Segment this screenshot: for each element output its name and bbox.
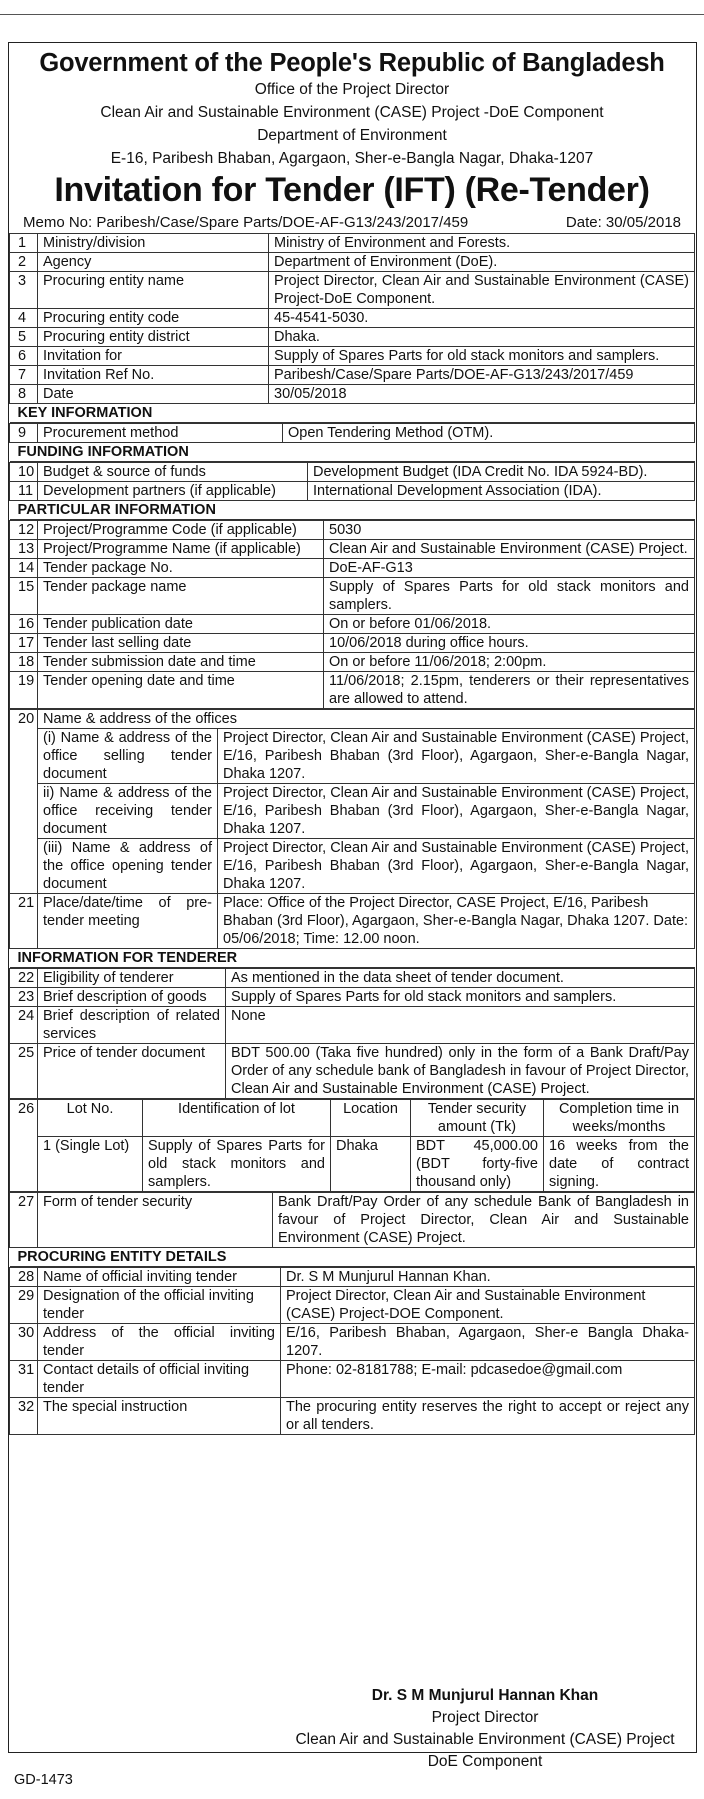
table-row: 17 Tender last selling date 10/06/2018 during office hours. — [10, 634, 695, 653]
table-row: 14 Tender package No. DoE-AF-G13 — [10, 559, 695, 578]
table-row: 30 Address of the official inviting tender E/16, Paribesh Bhaban, Agargaon, Sher-e Bangla Dhaka-1207. — [10, 1324, 695, 1361]
table-row: 13 Project/Programme Name (if applicable) Clean Air and Sustainable Environment (CASE) Project. — [10, 540, 695, 559]
lot-header-completion: Completion time in weeks/months — [544, 1100, 695, 1137]
section-particular-information: PARTICULAR INFORMATION — [10, 501, 695, 520]
table-row: 29 Designation of the official inviting tender Project Director, Clean Air and Sustainable Environment (CASE) Project-DOE Component. — [10, 1287, 695, 1324]
lot-identification: Supply of Spares Parts for old stack monitors and samplers. — [143, 1137, 331, 1192]
memo-date: Date: 30/05/2018 — [565, 214, 681, 231]
table-row — [10, 1137, 695, 1192]
memo-row — [9, 210, 695, 233]
notice-title: Invitation for Tender (IFT) (Re-Tender) — [54, 171, 650, 209]
table-row: 3 Procuring entity name Project Director, Clean Air and Sustainable Environment (CASE) Project-DoE Component. — [10, 272, 695, 309]
table-row: 24 Brief description of related services None — [10, 1007, 695, 1044]
table-row: 20 Name & address of the offices — [10, 710, 695, 729]
table-row: 18 Tender submission date and time On or before 11/06/2018; 2:00pm. — [10, 653, 695, 672]
table-tenderer — [9, 968, 695, 1099]
table-row: 8 Date 30/05/2018 — [10, 385, 695, 404]
table-row: 22 Eligibility of tenderer As mentioned in the data sheet of tender document. — [10, 969, 695, 988]
table-row: 1 Ministry/division Ministry of Environment and Forests. — [10, 234, 695, 253]
table-row: 26 Lot No. Identification of lot Location Tender security amount (Tk) Completion time in weeks/months — [10, 1100, 695, 1137]
table-row: 16 Tender publication date On or before 01/06/2018. — [10, 615, 695, 634]
table-particular — [9, 520, 695, 709]
table-row: 23 Brief description of goods Supply of Spares Parts for old stack monitors and samplers. — [10, 988, 695, 1007]
footer-code: GD-1473 — [14, 1772, 73, 1788]
signatory-name: Dr. S M Munjurul Hannan Khan — [371, 1687, 599, 1704]
table-row: 32 The special instruction The procuring entity reserves the right to accept or reject any or all tenders. — [10, 1398, 695, 1435]
table-row: 5 Procuring entity district Dhaka. — [10, 328, 695, 347]
table-row: 4 Procuring entity code 45-4541-5030. — [10, 309, 695, 328]
table-row: 12 Project/Programme Code (if applicable) 5030 — [10, 521, 695, 540]
table-row: 6 Invitation for Supply of Spares Parts for old stack monitors and samplers. — [10, 347, 695, 366]
table-row: 31 Contact details of official inviting tender Phone: 02-8181788; E-mail: pdcasedoe@gmail.com — [10, 1361, 695, 1398]
lot-header-identification: Identification of lot — [143, 1100, 331, 1137]
table-row: (iii) Name & address of the office opening tender document Project Director, Clean Air and Sustainable Environment (CASE) Project, E/16, Paribesh Bhaban (3rd Floor), Agargaon, Sher-e-Bangla Nagar, Dhaka 1207. — [10, 839, 695, 894]
department-line: Department of Environment — [257, 127, 447, 144]
lot-completion: 16 weeks from the date of contract signing. — [544, 1137, 695, 1192]
lot-header-security: Tender security amount (Tk) — [411, 1100, 544, 1137]
lot-no: 1 (Single Lot) — [38, 1137, 143, 1192]
table-row: 7 Invitation Ref No. Paribesh/Case/Spare Parts/DOE-AF-G13/243/2017/459 — [10, 366, 695, 385]
address-line: E-16, Paribesh Bhaban, Agargaon, Sher-e-Bangla Nagar, Dhaka-1207 — [110, 150, 594, 167]
lot-header-location: Location — [331, 1100, 411, 1137]
table-general — [9, 233, 695, 423]
table-row: 25 Price of tender document BDT 500.00 (Taka five hundred) only in the form of a Bank Draft/Pay Order of any schedule bank of Bangladesh in favour of Project Director, Clean Air and Sustainable Environment (CASE) Project. — [10, 1044, 695, 1099]
table-key — [9, 423, 695, 462]
table-procuring — [9, 1267, 695, 1435]
signatory-project: Clean Air and Sustainable Environment (CASE) Project — [295, 1731, 675, 1748]
table-row: 27 Form of tender security Bank Draft/Pay Order of any schedule Bank of Bangladesh in favour of Project Director, Clean Air and Sustainable Environment (CASE) Project. — [10, 1193, 695, 1248]
table-offices — [9, 709, 695, 968]
table-row: 15 Tender package name Supply of Spares Parts for old stack monitors and samplers. — [10, 578, 695, 615]
project-line: Clean Air and Sustainable Environment (CASE) Project -DoE Component — [100, 104, 604, 121]
table-row: ii) Name & address of the office receiving tender document Project Director, Clean Air and Sustainable Environment (CASE) Project, E/16, Paribesh Bhaban (3rd Floor), Agargaon, Sher-e-Bangla Nagar, Dhaka 1207. — [10, 784, 695, 839]
section-key-information: KEY INFORMATION — [10, 404, 695, 423]
table-security — [9, 1192, 695, 1267]
table-funding — [9, 462, 695, 520]
table-row: 2 Agency Department of Environment (DoE). — [10, 253, 695, 272]
top-rule — [0, 14, 704, 15]
table-row: 9 Procurement method Open Tendering Method (OTM). — [10, 424, 695, 443]
office-line: Office of the Project Director — [254, 81, 450, 98]
memo-number: Memo No: Paribesh/Case/Spare Parts/DOE-AF-G13/243/2017/459 — [23, 214, 469, 231]
table-row: 11 Development partners (if applicable) International Development Association (IDA). — [10, 482, 695, 501]
table-row: (i) Name & address of the office selling tender document Project Director, Clean Air and Sustainable Environment (CASE) Project, E/16, Paribesh Bhaban (3rd Floor), Agargaon, Sher-e-Bangla Nagar, Dhaka 1207. — [10, 729, 695, 784]
section-funding-information: FUNDING INFORMATION — [10, 443, 695, 462]
lot-location: Dhaka — [331, 1137, 411, 1192]
government-title: Government of the People's Republic of Bangladesh — [39, 49, 665, 77]
lot-security: BDT 45,000.00 (BDT forty-five thousand only) — [411, 1137, 544, 1192]
table-lot — [9, 1099, 695, 1192]
signatory-title: Project Director — [431, 1709, 539, 1726]
lot-header-no: Lot No. — [38, 1100, 143, 1137]
table-row: 10 Budget & source of funds Development Budget (IDA Credit No. IDA 5924-BD). — [10, 463, 695, 482]
table-row: 21 Place/date/time of pre-tender meeting Place: Office of the Project Director, CASE Project, E/16, Paribesh Bhaban (3rd Floor), Agargaon, Sher-e-Bangla Nagar, Dhaka 1207. Date: 05/06/2018; Time: 12.00 noon. — [10, 894, 695, 949]
section-information-for-tenderer: INFORMATION FOR TENDERER — [10, 949, 695, 968]
section-procuring-entity-details: PROCURING ENTITY DETAILS — [10, 1248, 695, 1267]
signatory-component: DoE Component — [427, 1753, 543, 1770]
table-row: 19 Tender opening date and time 11/06/2018; 2.15pm, tenderers or their representatives are allowed to attend. — [10, 672, 695, 709]
table-row: 28 Name of official inviting tender Dr. S M Munjurul Hannan Khan. — [10, 1268, 695, 1287]
tender-notice — [8, 42, 697, 1753]
